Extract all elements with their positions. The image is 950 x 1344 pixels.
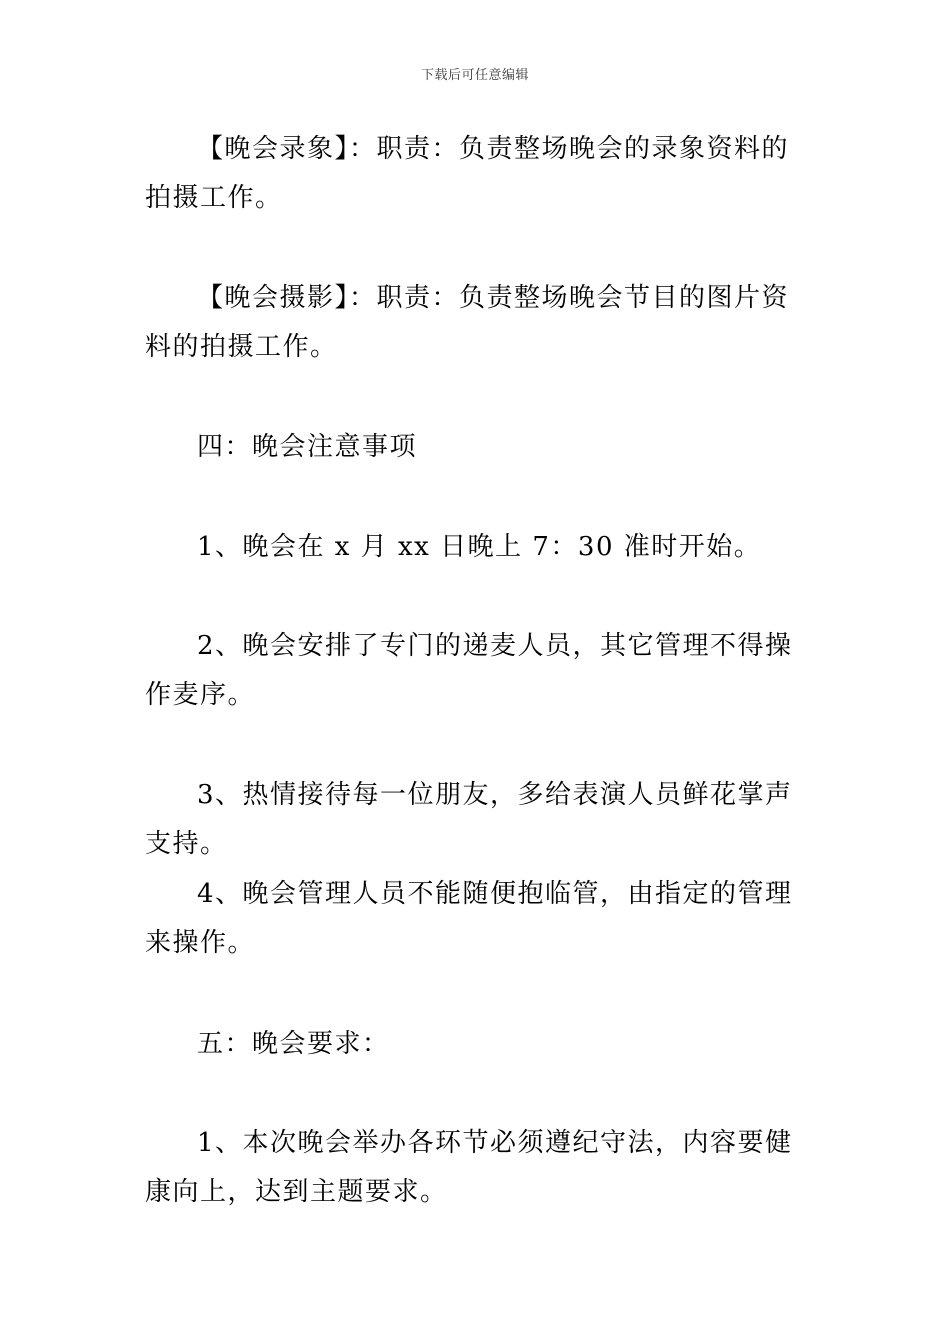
- section-heading-requirements: 五：晚会要求：: [197, 1029, 390, 1059]
- page-header: 下载后可任意编辑: [420, 68, 529, 83]
- list-item-start-time: 1、晚会在 x 月 xx 日晚上 7：30 准时开始。: [197, 532, 762, 562]
- paragraph-photography: 【晚会摄影】：职责：负责整场晚会节目的图片资料的拍摄工作。: [145, 283, 790, 362]
- paragraph-video-recording: 【晚会录象】：职责：负责整场晚会的录象资料的拍摄工作。: [145, 134, 790, 213]
- list-item-welcome-guests: 3、热情接待每一位朋友，多给表演人员鲜花掌声支持。: [145, 780, 793, 859]
- section-heading-notes: 四：晚会注意事项: [197, 432, 418, 462]
- list-item-management-rules: 4、晚会管理人员不能随便抱临管，由指定的管理来操作。: [145, 879, 793, 958]
- list-item-legal-content: 1、本次晚会举办各环节必须遵纪守法，内容要健康向上，达到主题要求。: [145, 1128, 793, 1207]
- list-item-mic-staff: 2、晚会安排了专门的递麦人员，其它管理不得操作麦序。: [145, 631, 793, 710]
